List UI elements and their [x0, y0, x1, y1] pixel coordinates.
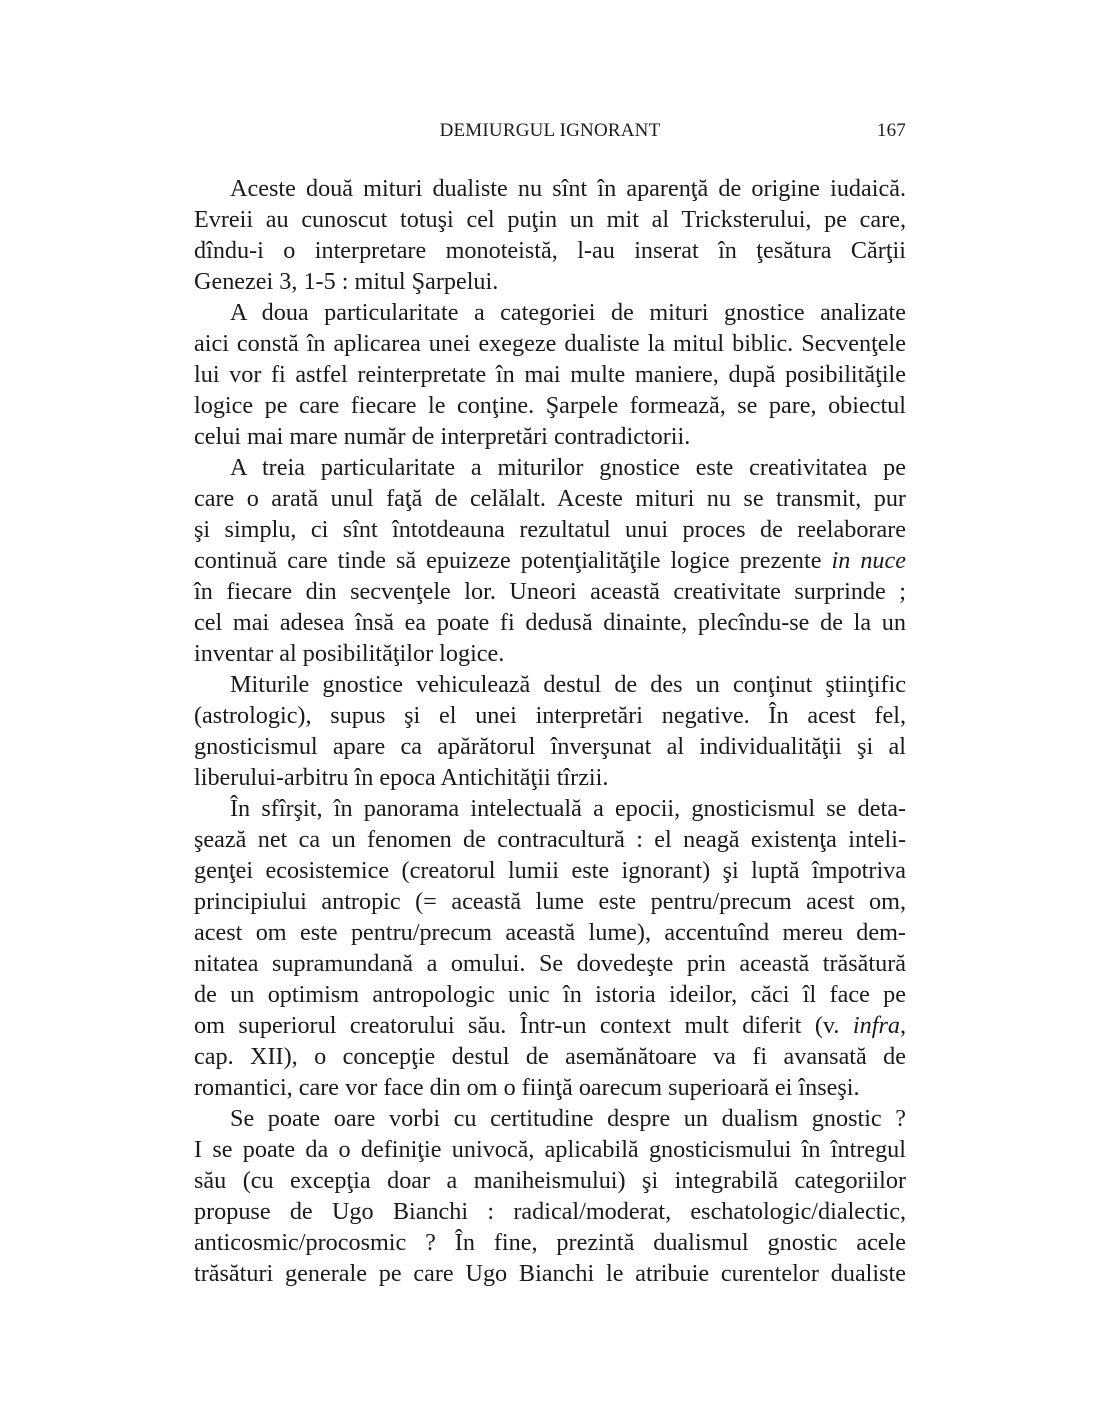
text-line: principiului antropic (= această lume este pentru/precum acest om, — [194, 888, 906, 915]
text-line: genţei ecosistemice (creatorul lumii este ignorant) şi luptă împotriva — [194, 857, 906, 884]
italic-word: infra — [852, 1012, 900, 1039]
paragraph-3 — [194, 452, 906, 669]
page-number: 167 — [876, 120, 906, 141]
text-line — [194, 1010, 906, 1041]
text-line: şi simplu, ci sînt întotdeauna rezultatul unui proces de reelaborare — [194, 516, 906, 543]
paragraph-5 — [194, 793, 906, 1103]
text-line: acest om este pentru/precum această lume), accentuînd mereu dem- — [194, 919, 906, 946]
text-line: Miturile gnostice vehiculează destul de des un conţinut ştiinţific — [230, 671, 906, 698]
text-line: Aceste două mituri dualiste nu sînt în aparenţă de origine iudaică. — [230, 175, 906, 202]
text-line: liberului-arbitru în epoca Antichităţii tîrzii. — [194, 764, 609, 791]
text-line: inventar al posibilităţilor logice. — [194, 640, 505, 667]
running-head — [194, 118, 906, 148]
text-line: I se poate da o definiţie univocă, aplicabilă gnosticismului în întregul — [194, 1136, 906, 1163]
body-text — [194, 173, 906, 1289]
text-line: lui vor fi astfel reinterpretate în mai multe maniere, după posibilităţile — [194, 361, 906, 388]
text-line: nitatea supramundană a omului. Se dovedeşte prin această trăsătură — [194, 950, 906, 977]
text-line: gnosticismul apare ca apărătorul înverşunat al individualităţii şi al — [194, 733, 906, 760]
text-line: În sfîrşit, în panorama intelectuală a epocii, gnosticismul se deta- — [230, 795, 906, 822]
text-line — [194, 545, 906, 576]
text-line: cap. XII), o concepţie destul de asemănătoare va fi avansată de — [194, 1043, 906, 1070]
text-line: Genezei 3, 1-5 : mitul Şarpelui. — [194, 268, 499, 295]
text-line: celui mai mare număr de interpretări contradictorii. — [194, 423, 691, 450]
text-line: logice pe care fiecare le conţine. Şarpele formează, se pare, obiectul — [194, 392, 906, 419]
italic-phrase: in nuce — [831, 547, 906, 574]
text-line: Evreii au cunoscut totuşi cel puţin un mit al Tricksterului, pe care, — [194, 206, 906, 233]
text-line: de un optimism antropologic unic în istoria ideilor, căci îl face pe — [194, 981, 906, 1008]
text-line: care o arată unul faţă de celălalt. Aceste mituri nu se transmit, pur — [194, 485, 906, 512]
paragraph-6 — [194, 1103, 906, 1289]
text-line: trăsături generale pe care Ugo Bianchi le atribuie curentelor dualiste — [194, 1260, 906, 1287]
text-line: anticosmic/procosmic ? În fine, prezintă dualismul gnostic acele — [194, 1229, 906, 1256]
text-line: său (cu excepţia doar a maniheismului) şi integrabilă categoriilor — [194, 1167, 906, 1194]
paragraph-2 — [194, 297, 906, 452]
text-line: dîndu-i o interpretare monoteistă, l-au inserat în ţesătura Cărţii — [194, 237, 906, 264]
text-line: propuse de Ugo Bianchi : radical/moderat, eschatologic/dialectic, — [194, 1198, 906, 1225]
text-line: A doua particularitate a categoriei de mituri gnostice analizate — [230, 299, 906, 326]
book-page — [194, 118, 906, 1289]
text-line: A treia particularitate a miturilor gnostice este creativitatea pe — [230, 454, 906, 481]
text-line: în fiecare din secvenţele lor. Uneori această creativitate surprinde ; — [194, 578, 906, 605]
text-line: Se poate oare vorbi cu certitudine despre un dualism gnostic ? — [230, 1105, 906, 1132]
text-line: (astrologic), supus şi el unei interpretări negative. În acest fel, — [194, 702, 906, 729]
text-line: cel mai adesea însă ea poate fi dedusă dinainte, plecîndu-se de la un — [194, 609, 906, 636]
paragraph-1 — [194, 173, 906, 297]
text-segment: continuă care tinde să epuizeze potenţialităţile logice prezente — [194, 547, 832, 574]
text-line: aici constă în aplicarea unei exegeze dualiste la mitul biblic. Secvenţele — [194, 330, 906, 357]
paragraph-4 — [194, 669, 906, 793]
running-title: DEMIURGUL IGNORANT — [439, 120, 661, 141]
text-line: şează net ca un fenomen de contracultură : el neagă existenţa inteli- — [194, 826, 906, 853]
text-line: romantici, care vor face din om o fiinţă oarecum superioară ei înseşi. — [194, 1074, 860, 1101]
text-segment: om superiorul creatorului său. Într-un context mult diferit (v. — [194, 1012, 853, 1039]
text-segment: , — [899, 1012, 906, 1039]
